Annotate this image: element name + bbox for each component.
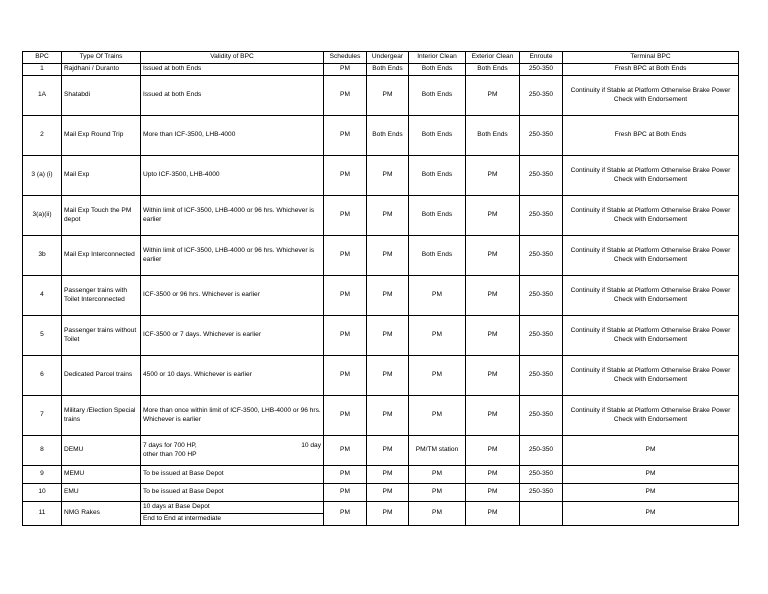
cell-bpc: 10 [23,484,62,502]
cell-validity-a: 10 days at Base Depot [141,502,324,514]
table-row [23,196,739,236]
cell-validity: To be issued at Base Depot [141,466,324,484]
cell-validity: Issued at both Ends [141,64,324,76]
cell-type: MEMU [62,466,141,484]
cell-type: Mail Exp Interconnected [62,236,141,276]
cell-terminal: Fresh BPC at Both Ends [563,64,739,76]
cell-undergear: Both Ends [367,116,409,156]
cell-type: NMG Rakes [62,502,141,526]
cell-terminal: PM [563,502,739,526]
cell-type: Mail Exp Touch the PM depot [62,196,141,236]
cell-type: Passenger trains without Toilet [62,316,141,356]
header-bpc: BPC [23,52,62,64]
cell-interior: PM [409,356,466,396]
header-interior: Interior Clean [409,52,466,64]
cell-enroute: 250-350 [520,156,563,196]
cell-enroute: 250-350 [520,64,563,76]
cell-interior: Both Ends [409,76,466,116]
table-row [23,156,739,196]
validity-part-a: 7 days for 700 HP, [143,442,197,450]
validity-part-b: 10 day [301,442,321,450]
cell-interior: Both Ends [409,196,466,236]
cell-type: Rajdhani / Duranto [62,64,141,76]
cell-enroute: 250-350 [520,76,563,116]
cell-undergear: PM [367,484,409,502]
cell-terminal: Continuity if Stable at Platform Otherwise Brake Power Check with Endorsement [563,156,739,196]
cell-enroute: 250-350 [520,276,563,316]
table-row [23,466,739,484]
cell-exterior: PM [466,466,520,484]
cell-schedules: PM [324,76,367,116]
cell-exterior: Both Ends [466,64,520,76]
cell-bpc: 9 [23,466,62,484]
cell-schedules: PM [324,436,367,466]
cell-bpc: 3 (a) (i) [23,156,62,196]
cell-validity: More than ICF-3500, LHB-4000 [141,116,324,156]
cell-undergear: Both Ends [367,64,409,76]
cell-validity: Within limit of ICF-3500, LHB-4000 or 96 hrs. Whichever is earlier [141,196,324,236]
cell-exterior: PM [466,502,520,526]
cell-interior: Both Ends [409,156,466,196]
cell-terminal: Continuity if Stable at Platform Otherwise Brake Power Check with Endorsement [563,276,739,316]
cell-schedules: PM [324,116,367,156]
cell-schedules: PM [324,356,367,396]
cell-enroute: 250-350 [520,396,563,436]
table-row [23,236,739,276]
table-row-demu [23,436,739,466]
cell-validity: ICF-3500 or 96 hrs. Whichever is earlier [141,276,324,316]
cell-interior: Both Ends [409,64,466,76]
cell-interior: PM [409,316,466,356]
cell-enroute: 250-350 [520,356,563,396]
cell-validity: 4500 or 10 days. Whichever is earlier [141,356,324,396]
cell-enroute [520,502,563,526]
cell-terminal: PM [563,436,739,466]
cell-bpc: 4 [23,276,62,316]
cell-bpc: 8 [23,436,62,466]
header-terminal: Terminal BPC [563,52,739,64]
table-row [23,316,739,356]
cell-terminal: PM [563,466,739,484]
cell-exterior: PM [466,396,520,436]
cell-type: EMU [62,484,141,502]
cell-validity [141,436,324,466]
cell-schedules: PM [324,64,367,76]
cell-schedules: PM [324,156,367,196]
cell-type: DEMU [62,436,141,466]
cell-validity: To be issued at Base Depot [141,484,324,502]
cell-type: Mail Exp Round Trip [62,116,141,156]
cell-exterior: PM [466,356,520,396]
table-row [23,276,739,316]
table-row [23,396,739,436]
cell-enroute: 250-350 [520,436,563,466]
cell-interior: Both Ends [409,116,466,156]
cell-terminal: Continuity if Stable at Platform Otherwise Brake Power Check with Endorsement [563,236,739,276]
cell-enroute: 250-350 [520,316,563,356]
table-row [23,76,739,116]
cell-schedules: PM [324,396,367,436]
cell-terminal: Continuity if Stable at Platform Otherwise Brake Power Check with Endorsement [563,356,739,396]
cell-type: Passenger trains with Toilet Interconnected [62,276,141,316]
cell-exterior: PM [466,276,520,316]
cell-bpc: 7 [23,396,62,436]
cell-undergear: PM [367,436,409,466]
cell-type: Shatabdi [62,76,141,116]
cell-enroute: 250-350 [520,196,563,236]
cell-interior: PM [409,484,466,502]
cell-validity-b: End to End at intermediate [141,514,324,526]
cell-bpc: 3(a)(ii) [23,196,62,236]
cell-exterior: PM [466,196,520,236]
cell-terminal: Continuity if Stable at Platform Otherwise Brake Power Check with Endorsement [563,316,739,356]
cell-interior: Both Ends [409,236,466,276]
cell-undergear: PM [367,356,409,396]
cell-schedules: PM [324,196,367,236]
cell-exterior: PM [466,76,520,116]
header-schedules: Schedules [324,52,367,64]
header-exterior: Exterior Clean [466,52,520,64]
cell-enroute: 250-350 [520,116,563,156]
cell-exterior: PM [466,484,520,502]
cell-validity: ICF-3500 or 7 days. Whichever is earlier [141,316,324,356]
table-row-nmg [23,502,739,514]
cell-terminal: Continuity if Stable at Platform Otherwise Brake Power Check with Endorsement [563,396,739,436]
cell-bpc: 3b [23,236,62,276]
cell-bpc: 6 [23,356,62,396]
cell-type: Mail Exp [62,156,141,196]
cell-exterior: PM [466,316,520,356]
cell-undergear: PM [367,466,409,484]
cell-undergear: PM [367,196,409,236]
cell-undergear: PM [367,502,409,526]
cell-terminal: Fresh BPC at Both Ends [563,116,739,156]
cell-exterior: Both Ends [466,116,520,156]
cell-type: Military /Election Special trains [62,396,141,436]
cell-enroute: 250-350 [520,484,563,502]
cell-validity: Upto ICF-3500, LHB-4000 [141,156,324,196]
cell-bpc: 1 [23,64,62,76]
cell-bpc: 1A [23,76,62,116]
table-row [23,356,739,396]
cell-interior: PM [409,502,466,526]
cell-interior: PM [409,276,466,316]
header-validity: Validity of BPC [141,52,324,64]
cell-validity: More than once within limit of ICF-3500, LHB-4000 or 96 hrs. Whichever is earlier [141,396,324,436]
cell-terminal: PM [563,484,739,502]
cell-undergear: PM [367,156,409,196]
cell-schedules: PM [324,316,367,356]
cell-validity: Issued at both Ends [141,76,324,116]
cell-enroute: 250-350 [520,466,563,484]
cell-interior: PM [409,396,466,436]
header-enroute: Enroute [520,52,563,64]
cell-exterior: PM [466,156,520,196]
cell-undergear: PM [367,76,409,116]
cell-enroute: 250-350 [520,236,563,276]
cell-terminal: Continuity if Stable at Platform Otherwise Brake Power Check with Endorsement [563,76,739,116]
validity-part-c: other than 700 HP [143,450,197,458]
header-row [23,52,739,64]
cell-type: Dedicated Parcel trains [62,356,141,396]
header-type: Type Of Trains [62,52,141,64]
cell-validity: Within limit of ICF-3500, LHB-4000 or 96 hrs. Whichever is earlier [141,236,324,276]
cell-schedules: PM [324,276,367,316]
cell-undergear: PM [367,316,409,356]
cell-exterior: PM [466,436,520,466]
table-row [23,116,739,156]
table-row [23,484,739,502]
cell-schedules: PM [324,484,367,502]
cell-schedules: PM [324,466,367,484]
bpc-table [22,51,739,526]
table-row [23,64,739,76]
cell-bpc: 5 [23,316,62,356]
cell-undergear: PM [367,276,409,316]
cell-schedules: PM [324,502,367,526]
cell-undergear: PM [367,396,409,436]
cell-bpc: 2 [23,116,62,156]
cell-interior: PM/TM station [409,436,466,466]
cell-terminal: Continuity if Stable at Platform Otherwise Brake Power Check with Endorsement [563,196,739,236]
cell-interior: PM [409,466,466,484]
cell-bpc: 11 [23,502,62,526]
cell-exterior: PM [466,236,520,276]
header-undergear: Undergear [367,52,409,64]
cell-undergear: PM [367,236,409,276]
cell-schedules: PM [324,236,367,276]
validity-line-1 [143,442,321,450]
